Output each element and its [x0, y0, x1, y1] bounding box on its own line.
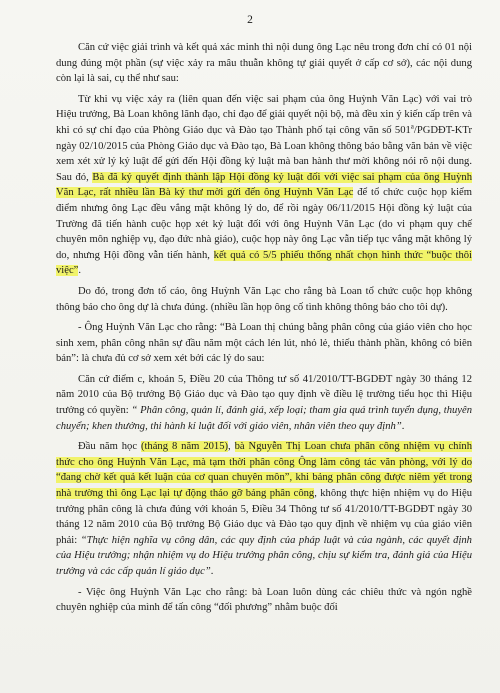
paragraph: [56, 40, 472, 87]
paragraph-text: - Ông Huỳnh Văn Lạc cho rằng: “Bà Loan thị chúng bằng phân công của giáo viên cho học sinh xem, phân công nhân sự đầu năm một cách lén lút, nhỏ lẻ, thiếu thành phần, không có biên bản”: là chưa đủ cơ sở xem xét bởi các lý do sau:: [56, 322, 472, 365]
highlighted-text: kết quả có 5/5 phiếu thống nhất chọn hình thức “buộc thôi việc”: [56, 249, 472, 277]
paragraph: [56, 92, 472, 279]
paragraph-text: .: [78, 265, 82, 277]
paragraph-text: .: [210, 566, 214, 577]
paragraph: [56, 320, 472, 367]
paragraph-text: ,: [228, 441, 235, 453]
paragraph-text: Do đó, trong đơn tố cáo, ông Huỳnh Văn Lạc cho rằng bà Loan tổ chức cuộc họp không thông báo cho ông dự là chưa đúng. (nhiều lần họp ông cố tình không thông báo cho tôi dự).: [56, 285, 472, 313]
paragraph-text: - Việc ông Huỳnh Văn Lạc cho rằng: bà Loan luôn dùng các chiêu thức và ngón nghề chuyên nghiệp của mình để tấn công “đối phương” nhằm buộc đối: [56, 586, 472, 614]
paragraph-text: Từ khi vụ việc xảy ra (liên quan đến việc sai phạm của ông Huỳnh Văn Lạc) với vai trò Hiệu trưởng, Bà Loan không lãnh đạo, chỉ đạo để giải quyết nội bộ, mà đều xin ý kiến cấp trên và khi có sự chỉ đạo của Phòng Giáo dục và Đào tạo Thành phố tại công văn số 501: [56, 93, 472, 136]
paragraph: [56, 585, 472, 616]
page-number: 2: [247, 14, 253, 26]
paragraph: [56, 284, 472, 315]
paragraph-text: .: [401, 420, 405, 432]
paragraph: [56, 439, 472, 579]
paragraph: [56, 372, 472, 434]
highlighted-text: Bà đã ký quyết định thành lập Hội đồng kỷ luật đối với việc sai phạm của ông Huỳnh Văn Lạc, rất nhiều lần Bà ký thư mời gửi đến ông Huỳnh Văn Lạc: [56, 171, 472, 199]
paragraph-text: /PGDĐT-KTr ngày 02/10/2015 của Phòng Giáo dục và Đào tạo, Bà Loan không thông báo bằng văn bản về việc xem xét xử lý kỷ luật để gửi đến Hội đồng kỷ luật mà ban hành thư mời không nói rõ nội dung. Sau đó,: [56, 124, 472, 183]
paragraph-text: , không thực hiện nhiệm vụ do Hiệu trưởng phân công là chưa đúng với khoản 5, Điều 34 Thông tư số 41/2010/TT-BGDĐT ngày 30 tháng 12 năm 2010 của Bộ trưởng Bộ Giáo dục và Đào tạo quy định về nhiệm vụ của giáo viên phải:: [56, 488, 472, 546]
highlighted-text: (tháng 8 năm 2015): [140, 441, 229, 453]
document-body: [56, 40, 472, 621]
paragraph-text: Căn cứ việc giải trình và kết quả xác minh thì nội dung ông Lạc nêu trong đơn chỉ có 01 nội dung đúng một phần (sự việc xảy ra mâu thuẫn không tự giải quyết ở cấp cơ sở), các nội dung còn lại là sai, cụ thể như sau:: [56, 42, 472, 85]
quoted-italic-text: “ Phân công, quản lí, đánh giá, xếp loại; tham gia quá trình tuyển dụng, thuyên chuyển; khen thưởng, thi hành kỉ luật đối với giáo viên, nhân viên theo quy định”: [56, 405, 473, 432]
highlighted-text: bà Nguyễn Thị Loan chưa phân công nhiệm vụ chính thức cho ông Huỳnh Văn Lạc, mà tạm thời phân công Ông làm công tác văn phòng, với lý do “đang chờ kết quả kết luận của cơ quan chuyên môn”, khi bảng phân công được niêm yết trong nhà trường thì ông Lạc lại tự động tháo gỡ bảng phân công: [56, 441, 472, 500]
paragraph-text: Đầu năm học: [78, 441, 141, 453]
quoted-italic-text: “Thực hiện nghĩa vụ công dân, các quy định của pháp luật và của ngành, các quyết định của Hiệu trưởng; nhận nhiệm vụ do Hiệu trưởng phân công, chịu sự kiểm tra, đánh giá của Hiệu trưởng và các cấp quản lí giáo dục”: [56, 534, 472, 577]
paragraph-text: để tổ chức cuộc họp kiểm điểm nhưng ông Lạc đều vắng mặt không lý do, để rồi ngày 06/11/2015 Hội đồng kỷ luật của Trường đã tiến hành cuộc họp xét kỷ luật đối với ông Huỳnh Văn Lạc (do vi phạm quy chế chuyên môn nghiệp vụ, đạo đức nhà giáo), cuộc họp này ông Lạc vẫn tiếp tục vắng mặt không lý do, nhưng Hội đồng vẫn tiến hành,: [56, 187, 472, 261]
paragraph-text: a: [410, 122, 414, 131]
paragraph-text: Căn cứ điểm c, khoản 5, Điều 20 của Thông tư số 41/2010/TT-BGDĐT ngày 30 tháng 12 năm 2010 của Bộ trưởng Bộ Giáo dục và Đào tạo quy định về điều lệ trường tiểu học thì Hiệu trưởng có quyền:: [56, 373, 472, 417]
